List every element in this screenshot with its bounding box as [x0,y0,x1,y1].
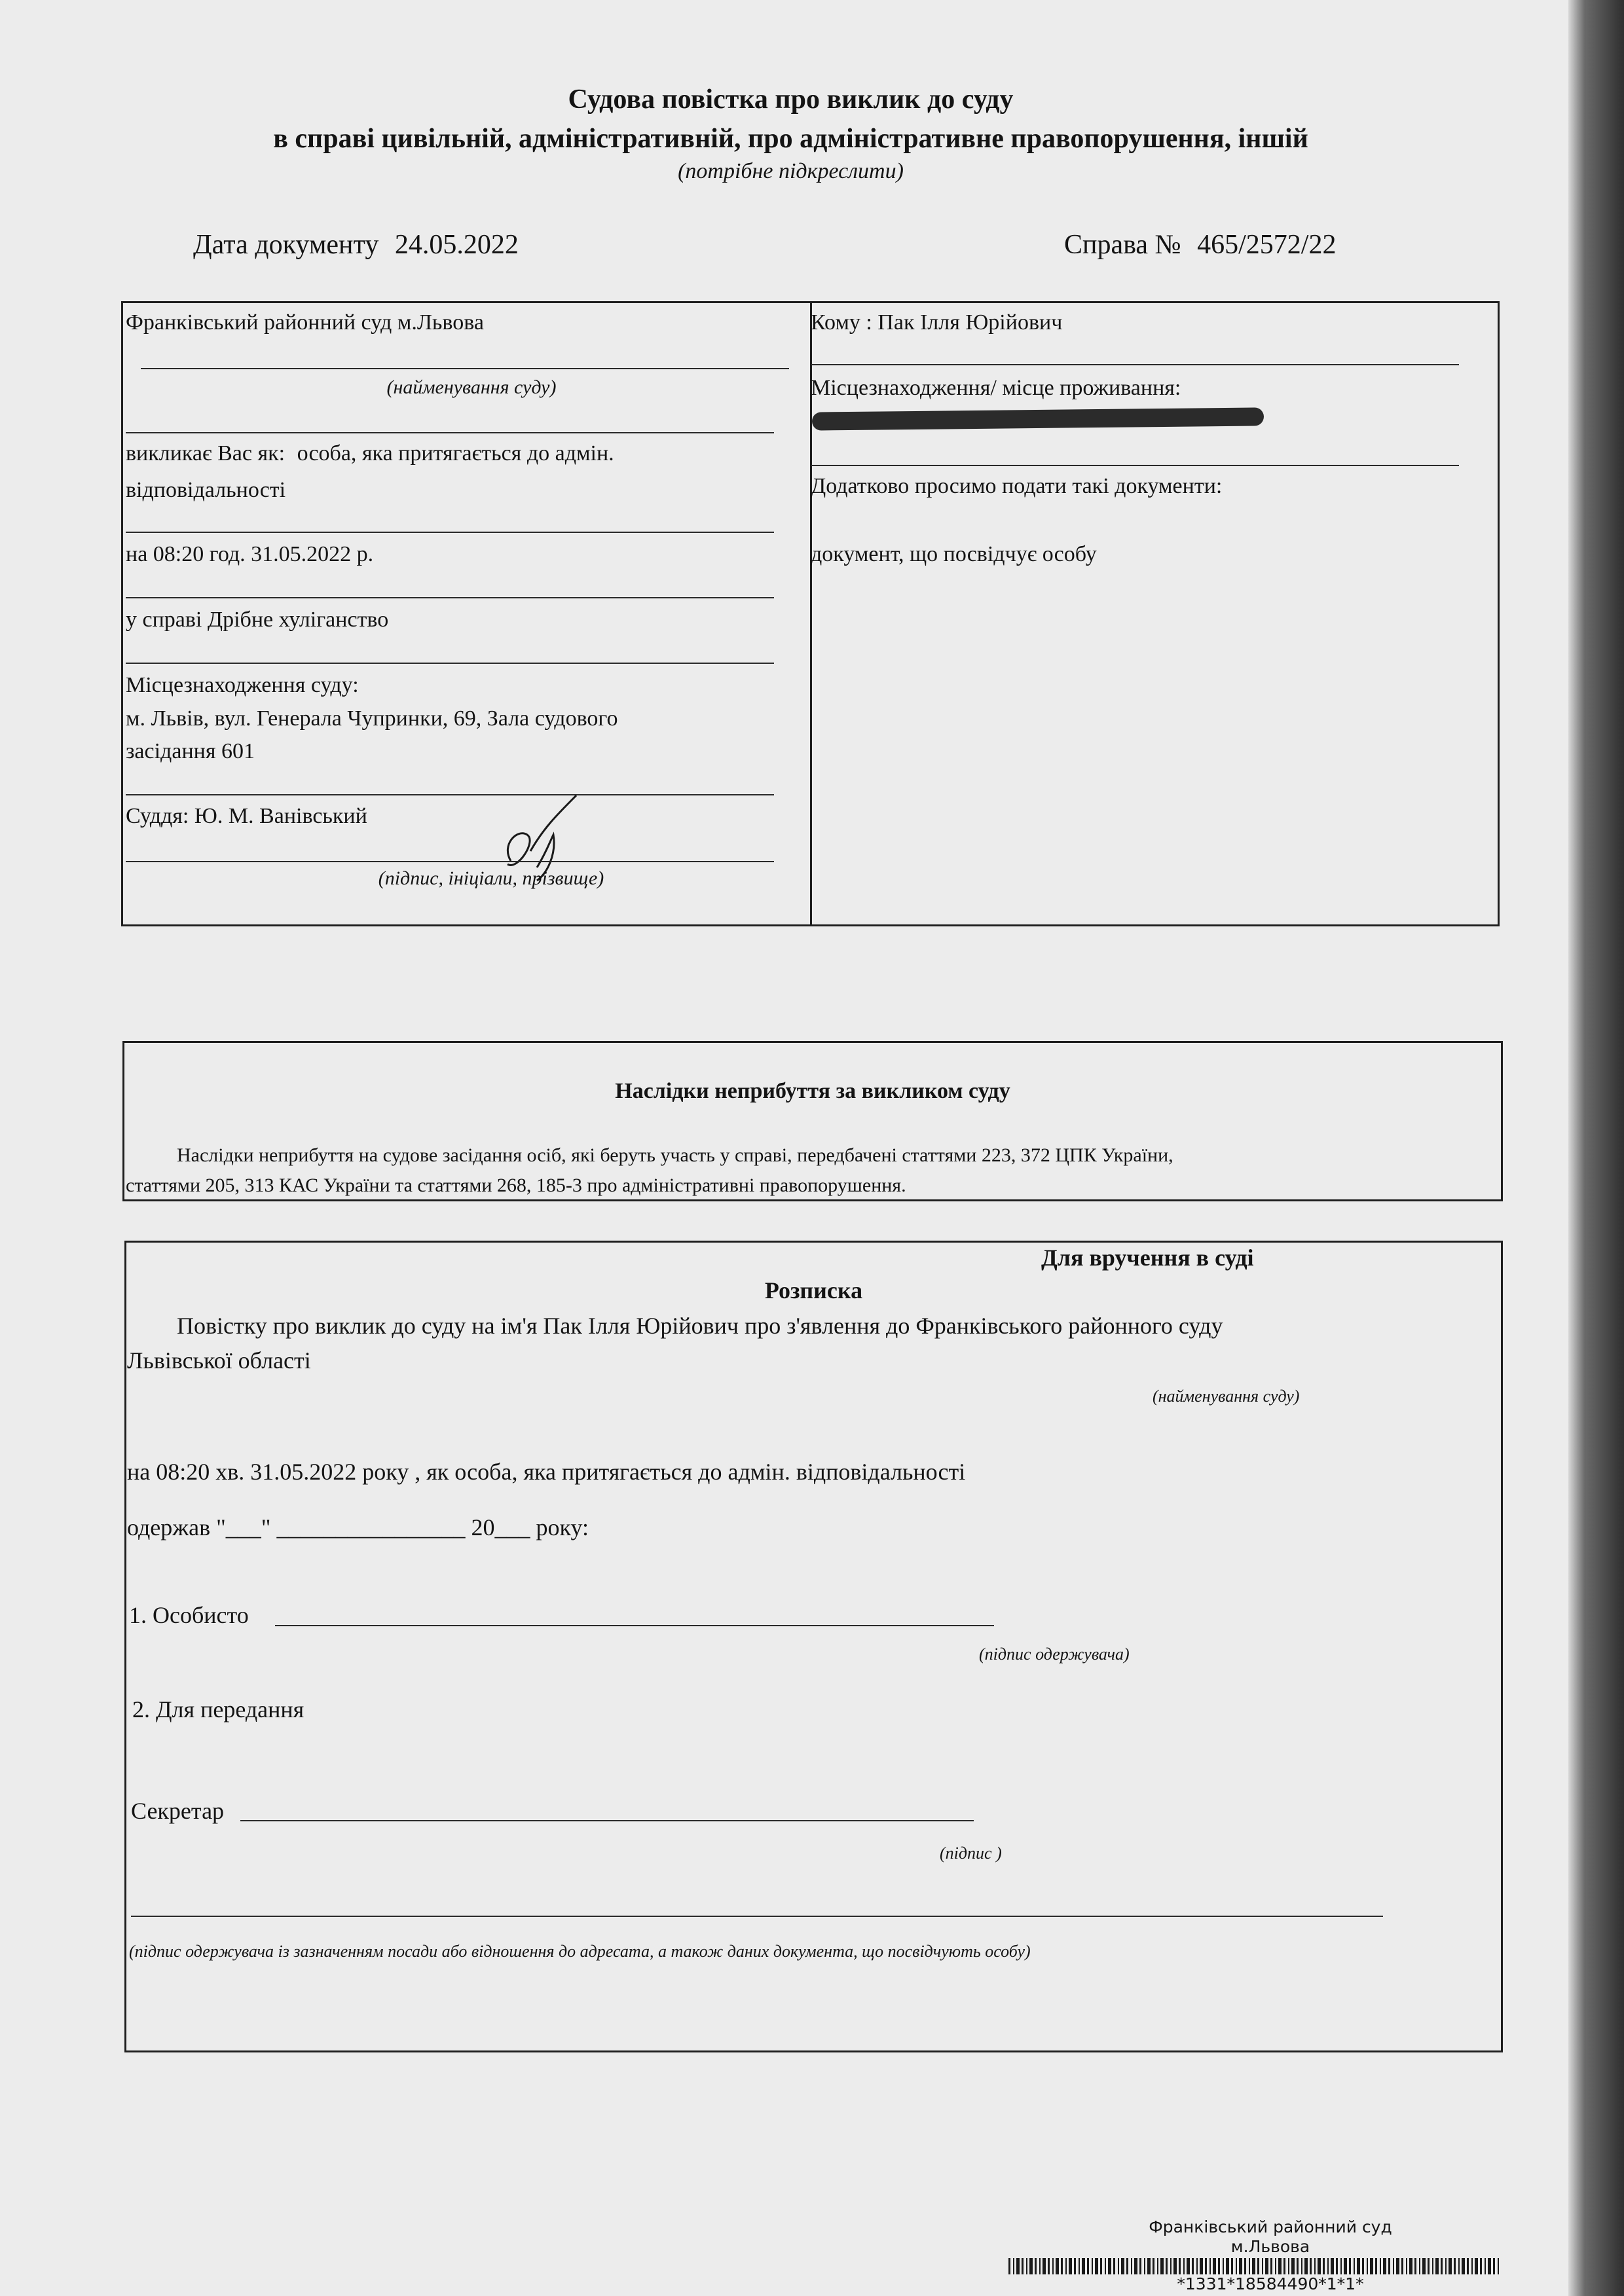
receipt-line1: Повістку про виклик до суду на ім'я Пак Ілля Юрійович про з'явлення до Франківського районного суду [177,1313,1223,1339]
rule-4 [126,663,774,664]
called-as-line1 [126,437,614,470]
secretary-signature-line[interactable] [240,1820,974,1821]
court-location-line2: засідання 601 [126,739,255,763]
recipient-details-line[interactable] [131,1916,1383,1917]
rule-3 [126,597,774,598]
title-note: (потрібне підкреслити) [678,159,904,183]
called-as-line2: відповідальності [126,478,286,502]
received-date-line: одержав "___" ________________ 20___ року: [127,1514,589,1540]
rule-2 [126,532,774,533]
signature-caption: (підпис, ініціали, прізвище) [378,867,604,889]
barcode-text: *1331*18584490*1*1* [1177,2274,1364,2293]
judge-name: Суддя: Ю. М. Ванівський [126,804,367,828]
consequences-text-line1: Наслідки неприбуття на судове засідання осіб, які беруть участь у справі, передбачені статтями 223, 372 ЦПК України, [177,1144,1173,1166]
extra-docs-value: документ, що посвідчує особу [811,542,1097,566]
court-location-label: Місцезнаходження суду: [126,673,359,697]
document-title-line1: Судова повістка про виклик до суду [568,84,1014,115]
stamp-court-line1: Франківський районний суд [1149,2217,1392,2236]
rule-5 [126,794,774,795]
court-location-line1: м. Львів, вул. Генерала Чупринки, 69, Зала судового [126,706,618,731]
receipt-line2: Львівської області [127,1347,311,1374]
addressee-underline [811,364,1459,365]
scan-edge-shadow [1568,0,1624,2296]
hearing-time: на 08:20 год. 31.05.2022 р. [126,542,374,566]
secretary-sig-caption: (підпис ) [940,1844,1002,1863]
case-number [1064,229,1336,261]
personally-label: 1. Особисто [129,1602,249,1628]
residence-underline [811,465,1459,466]
court-name-caption: (найменування суду) [386,376,557,398]
case-number-value: 465/2572/22 [1197,230,1337,260]
court-name: Франківський районний суд м.Львова [126,310,484,335]
extra-docs-label: Додатково просимо подати такі документи: [811,474,1223,498]
receipt-box [124,1241,1503,2052]
case-number-label: Справа № [1064,230,1181,260]
rule-1 [126,432,774,433]
personally-signature-line[interactable] [275,1625,994,1626]
called-as-role: особа, яка притягається до адмін. [297,441,614,465]
consequences-text-line2: статтями 205, 313 КАС України та статтями 268, 185-3 про адміністративні правопорушення. [126,1175,906,1196]
transfer-label: 2. Для передання [132,1696,304,1722]
recipient-details-caption: (підпис одержувача із зазначенням посади або відношення до адресата, а також даних документа, що посвідчують особу) [129,1942,1031,1961]
receipt-title: Розписка [764,1277,863,1303]
stamp-court-line2: м.Львова [1230,2237,1310,2256]
receipt-time-line: на 08:20 хв. 31.05.2022 року , як особа, яка притягається до адмін. відповідальності [127,1459,966,1485]
document-title-line2: в справі цивільній, адміністративній, про адміністративне правопорушення, іншій [273,124,1308,154]
court-name-underline [141,368,789,369]
secretary-label: Секретар [131,1798,225,1824]
recipient-signature-caption: (підпис одержувача) [979,1645,1130,1664]
consequences-title: Наслідки неприбуття за викликом суду [615,1079,1010,1103]
case-subject: у справі Дрібне хуліганство [126,608,389,632]
document-date-value: 24.05.2022 [394,230,519,260]
rule-6 [126,861,774,862]
document-date-label: Дата документу [193,230,379,260]
called-as-prefix: викликає Вас як: [126,441,286,465]
residence-label: Місцезнаходження/ місце проживання: [811,376,1181,400]
addressee: Кому : Пак Ілля Юрійович [811,310,1063,335]
document-date [193,229,519,261]
receipt-court-caption: (найменування суду) [1153,1387,1300,1406]
barcode [1008,2258,1500,2274]
for-court-label: Для вручення в суді [1041,1245,1254,1271]
